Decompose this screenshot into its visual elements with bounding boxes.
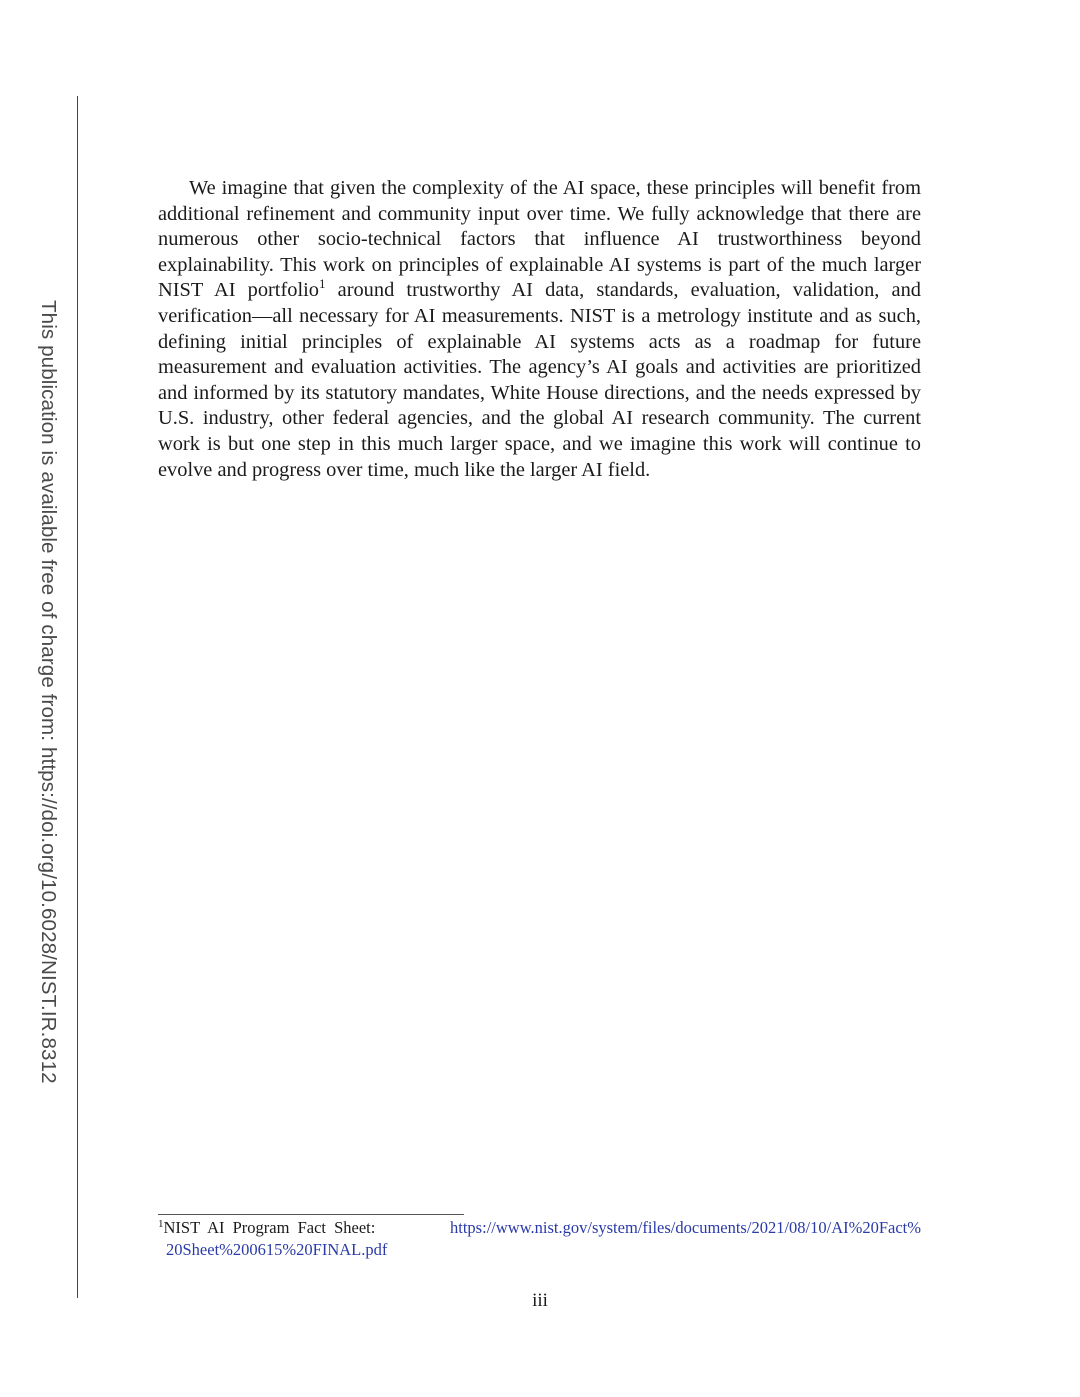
page-number: iii [532,1290,548,1311]
footnote-link-part1[interactable]: https://www.nist.gov/system/files/documents/2021/08/10/AI%20Fact% [450,1218,921,1237]
footnote-link-part2[interactable]: 20Sheet%200615%20FINAL.pdf [166,1240,388,1259]
body-text-part2: around trustworthy AI data, standards, evaluation, validation, and verification—all necessary for AI measurements. NIST is a metrology institute and as such, defining initial principles of explainable AI systems acts as a roadmap for future measurement and evaluation activities. The agency’s AI goals and activities are prioritized and informed by its statutory mandates, White House directions, and the needs expressed by U.S. industry, other federal agencies, and the global AI research community. The current work is but one step in this much larger space, and we imagine this work will continue to evolve and progress over time, much like the larger AI field. [158,279,921,481]
body-paragraph [158,176,921,483]
body-text-part1: We imagine that given the complexity of the AI space, these principles will benefit from additional refinement and community input over time. We fully acknowledge that there are numerous other socio-technical factors that influence AI trustworthiness beyond explainability. This work on principles of explainable AI systems is part of the much larger NIST AI portfolio [158,177,921,302]
footnote [158,1217,921,1261]
footnote-rule [158,1214,464,1215]
footnote-label-wrap [158,1217,375,1239]
availability-notice: This publication is available free of charge from: https://doi.org/10.6028/NIST.IR.8312 [37,300,60,1084]
footnote-reference[interactable]: 1 [319,276,326,292]
footnote-label: NIST AI Program Fact Sheet: [163,1218,376,1237]
margin-rule [77,96,78,1298]
footnote-number: 1 [158,1218,164,1230]
